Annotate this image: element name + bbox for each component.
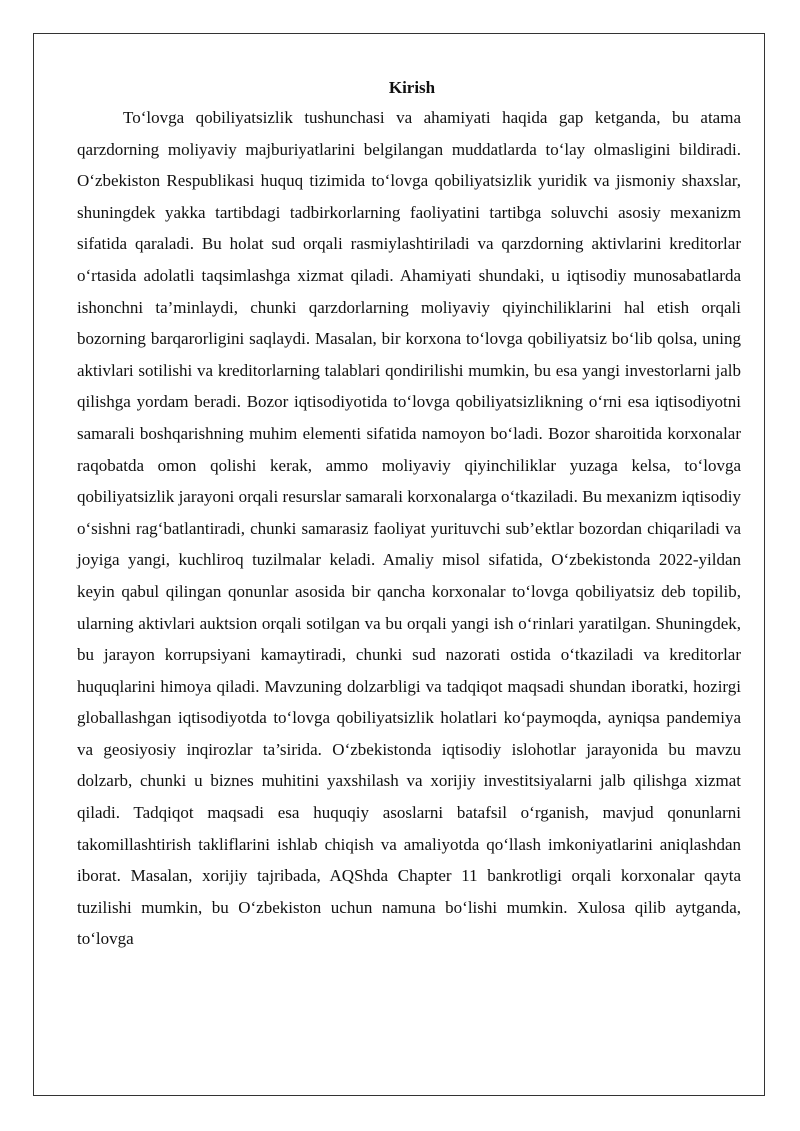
section-title: Kirish	[388, 78, 436, 97]
body-paragraph: To‘lovga qobiliyatsizlik tushunchasi va ahamiyati haqida gap ketganda, bu atama qarzdorning moliyaviy majburiyatlarini belgilangan muddatlarda to‘lay olmasligini bildiradi. O‘zbekiston Respublikasi huquq tizimida to‘lovga qobiliyatsizlik yuridik va jismoniy shaxslar, shuningdek yakka tartibdagi tadbirkorlarning faoliyatini tartibga soluvchi asosiy mexanizm sifatida qaraladi. Bu holat sud orqali rasmiylashtiriladi va qarzdorning aktivlarini kreditorlar o‘rtasida adolatli taqsimlashga xizmat qiladi. Ahamiyati shundaki, u iqtisodiy munosabatlarda ishonchni ta’minlaydi, chunki qarzdorlarning moliyaviy qiyinchiliklarini hal etish orqali bozorning barqarorligini saqlaydi. Masalan, bir korxona to‘lovga qobiliyatsiz bo‘lib qolsa, uning aktivlari sotilishi va kreditorlarning talablari qondirilishi mumkin, bu esa yangi investorlarni jalb qilishga yordam beradi. Bozor iqtisodiyotida to‘lovga qobiliyatsizlikning o‘rni esa iqtisodiyotni samarali boshqarishning muhim elementi sifatida namoyon bo‘ladi. Bozor sharoitida korxonalar raqobatda omon qolishi kerak, ammo moliyaviy qiyinchiliklar yuzaga kelsa, to‘lovga qobiliyatsizlik jarayoni orqali resurslar samarali korxonalarga o‘tkaziladi. Bu mexanizm iqtisodiy o‘sishni rag‘batlantiradi, chunki samarasiz faoliyat yurituvchi sub’ektlar bozordan chiqariladi va joyiga yangi, kuchliroq tuzilmalar keladi. Amaliy misol sifatida, O‘zbekistonda 2022-yildan keyin qabul qilingan qonunlar asosida bir qancha korxonalar to‘lovga qobiliyatsiz deb topilib, ularning aktivlari auktsion orqali sotilgan va bu orqali yangi ish o‘rinlari yaratilgan. Shuningdek, bu jarayon korrupsiyani kamaytiradi, chunki sud nazorati ostida o‘tkaziladi va kreditorlar huquqlarini himoya qiladi. Mavzuning dolzarbligi va tadqiqot maqsadi shundan iboratki, hozirgi globallashgan iqtisodiyotda to‘lovga qobiliyatsizlik holatlari ko‘paymoqda, ayniqsa pandemiya va geosiyosiy inqirozlar ta’sirida. O‘zbekistonda iqtisodiy islohotlar jarayonida bu mavzu dolzarb, chunki u biznes muhitini yaxshilash va xorijiy investitsiyalarni jalb qilishga xizmat qiladi. Tadqiqot maqsadi esa huquqiy asoslarni batafsil o‘rganish, mavjud qonunlarni takomillashtirish takliflarini ishlab chiqish va amaliyotda qo‘llash imkoniyatlarini aniqlashdan iborat. Masalan, xorijiy tajribada, AQShda Chapter 11 bankrotligi orqali korxonalar qayta tuzilishi mumkin, bu O‘zbekiston uchun namuna bo‘lishi mumkin. Xulosa qilib aytganda, to‘lovga	[77, 108, 741, 949]
document-body	[77, 74, 741, 955]
